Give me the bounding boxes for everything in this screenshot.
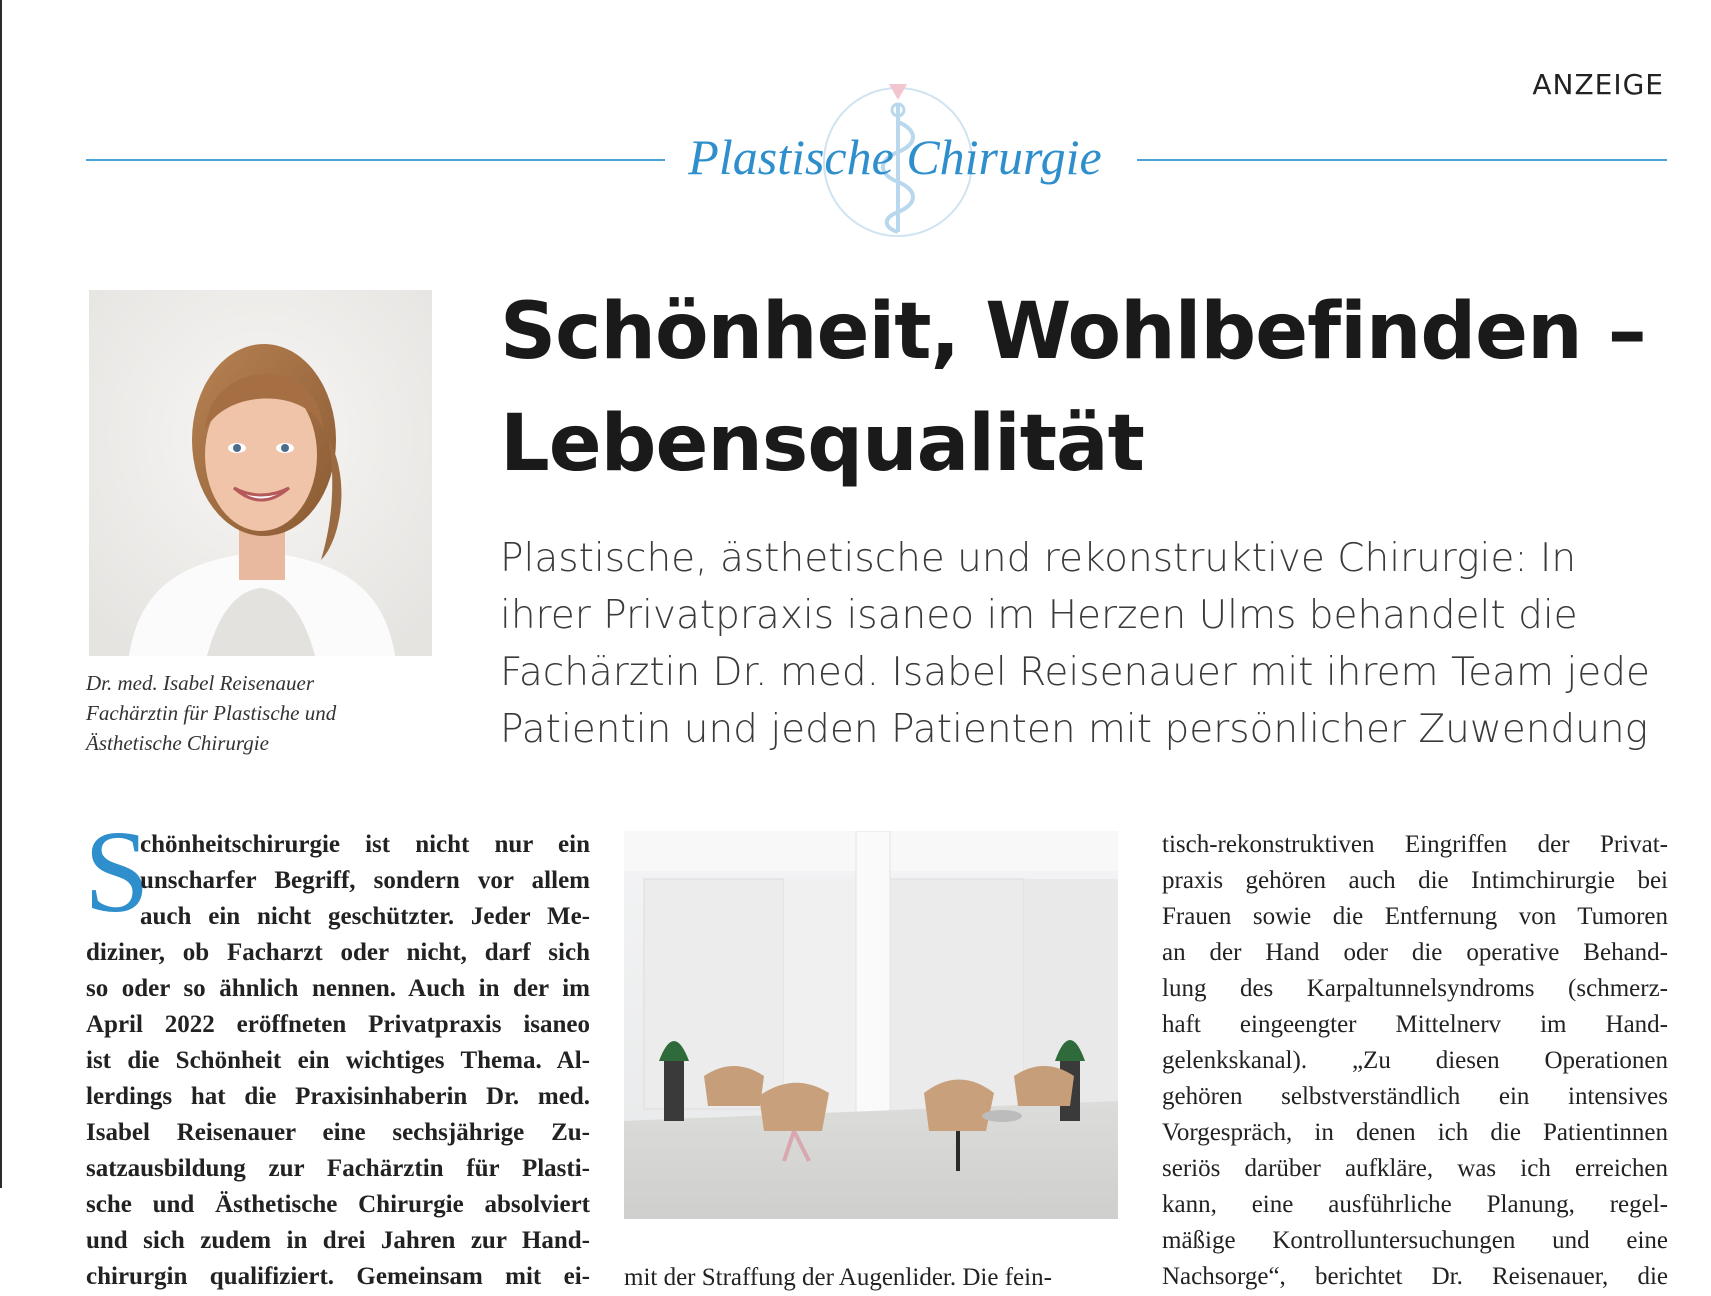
lead-line: Fachärztin Dr. med. Isabel Reisenauer mit ihrem Team jede — [500, 650, 1651, 695]
body-line: Vorgespräch, in denen ich die Patientinnen — [1162, 1119, 1668, 1146]
body-line: Isabel Reisenauer eine sechsjährige Zu- — [86, 1119, 590, 1146]
body-line: tisch-rekonstruktiven Eingriffen der Privat- — [1162, 831, 1668, 858]
waiting-room-photo — [624, 831, 1118, 1219]
photo-caption — [86, 668, 436, 758]
body-line: seriös darüber aufkläre, was ich erreichen — [1162, 1155, 1668, 1182]
body-line: Nachsorge“, berichtet Dr. Reisenauer, die — [1162, 1263, 1668, 1290]
body-line: kann, eine ausführliche Planung, regel- — [1162, 1191, 1668, 1218]
article-lead — [500, 530, 1670, 758]
body-line: ist die Schönheit ein wichtiges Thema. Al- — [86, 1047, 590, 1074]
body-line: sche und Ästhetische Chirurgie absolviert — [86, 1191, 590, 1218]
headline-line: Lebensqualität — [500, 399, 1144, 489]
body-line: satzausbildung zur Fachärztin für Plasti- — [86, 1155, 590, 1182]
body-column-3 — [1162, 827, 1668, 1295]
body-line: so oder so ähnlich nennen. Auch in der im — [86, 975, 590, 1002]
body-line: mäßige Kontrolluntersuchungen und eine — [1162, 1227, 1668, 1254]
portrait-photo — [89, 290, 432, 656]
lead-line: Patientin und jeden Patienten mit persönlicher Zuwendung — [500, 707, 1649, 752]
body-line: chirurgin qualifiziert. Gemeinsam mit ei- — [86, 1263, 590, 1290]
body-line: diziner, ob Facharzt oder nicht, darf sich — [86, 939, 590, 966]
body-line: praxis gehören auch die Intimchirurgie bei — [1162, 867, 1668, 894]
body-line: chönheitschirurgie ist nicht nur ein — [140, 831, 590, 858]
headline-line: Schönheit, Wohlbefinden – — [500, 287, 1646, 377]
section-title: Plastische Chirurgie — [688, 129, 1102, 185]
page-edge-line — [0, 0, 2, 1188]
body-line: lung des Karpaltunnelsyndroms (schmerz- — [1162, 975, 1668, 1002]
body-line: haft eingeengter Mittelnerv im Hand- — [1162, 1011, 1668, 1038]
header-rule-left — [86, 159, 665, 161]
body-line: unscharfer Begriff, sondern vor allem — [140, 867, 590, 894]
caption-line: Dr. med. Isabel Reisenauer — [86, 671, 315, 695]
header-rule-right — [1137, 159, 1667, 161]
body-line: und sich zudem in drei Jahren zur Hand- — [86, 1227, 590, 1254]
lead-line: Plastische, ästhetische und rekonstruktive Chirurgie: In — [500, 536, 1577, 581]
body-line: gelenkskanal). „Zu diesen Operationen — [1162, 1047, 1668, 1074]
caption-line: Fachärztin für Plastische und — [86, 701, 337, 725]
body-line: auch ein nicht geschützter. Jeder Me- — [140, 903, 590, 930]
caption-line: Ästhetische Chirurgie — [86, 731, 269, 755]
body-line: an der Hand oder die operative Behand- — [1162, 939, 1668, 966]
lead-line: ihrer Privatpraxis isaneo im Herzen Ulms behandelt die — [500, 593, 1578, 638]
drop-cap: S — [84, 806, 150, 937]
body-line: gehören selbstverständlich ein intensives — [1162, 1083, 1668, 1110]
body-line: lerdings hat die Praxisinhaberin Dr. med. — [86, 1083, 590, 1110]
body-line: April 2022 eröffneten Privatpraxis isaneo — [86, 1011, 590, 1038]
body-line: mit der Straffung der Augenlider. Die fein- — [624, 1264, 1052, 1291]
advertisement-label: ANZEIGE — [1532, 68, 1664, 101]
article-headline — [500, 276, 1680, 500]
body-line: Frauen sowie die Entfernung von Tumoren — [1162, 903, 1668, 930]
body-column-1 — [86, 827, 590, 1295]
